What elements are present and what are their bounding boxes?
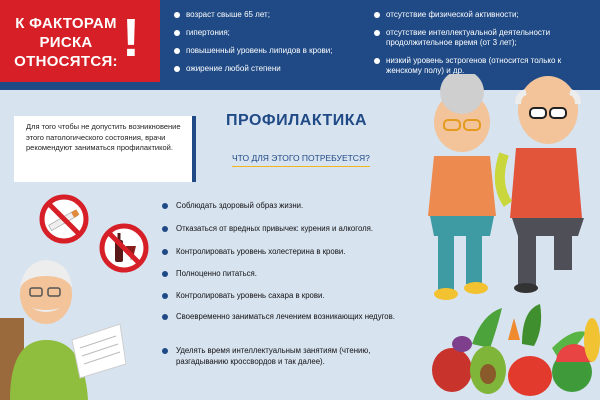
bullet-icon [162,271,168,277]
prevention-item [162,269,422,280]
prevention-item [162,224,422,235]
elderly-couple-jogging-illustration [420,74,600,302]
prevention-title: ПРОФИЛАКТИКА [226,112,368,129]
risk-factor-item [372,28,594,48]
prevention-item [162,247,422,258]
bullet-icon [162,348,168,354]
prevention-text: Контролировать уровень сахара в крови. [176,291,325,300]
risk-factor-text: ожирение любой степени [186,64,281,73]
vegetables-illustration [432,300,600,400]
bullet-icon [162,203,168,209]
risk-title: К ФАКТОРАМ РИСКА ОТНОСЯТСЯ: [14,15,118,70]
bullet-icon [174,66,180,72]
prevention-text: Отказаться от вредных привычек: курения и алкоголя. [176,224,374,233]
risk-title-box [0,0,160,82]
prevention-text: Полноценно питаться. [176,269,257,278]
intro-text: Для того чтобы не допустить возникновение этого патологического состояния, врачи рекомендуют заниматься профилактикой. [26,122,181,152]
risk-factor-text: возраст свыше 65 лет; [186,10,270,19]
risk-factor-item [172,28,372,38]
risk-factor-item [372,56,594,76]
prevention-item [162,291,422,302]
risk-factor-item [372,10,594,20]
risk-factor-text: отсутствие физической активности; [386,10,519,19]
prevention-item [162,201,422,212]
bullet-icon [162,314,168,320]
bullet-icon [162,249,168,255]
bullet-icon [174,30,180,36]
bullet-icon [174,12,180,18]
prevention-item [162,346,422,367]
bullet-icon [162,293,168,299]
no-smoking-icon [38,193,90,245]
risk-factor-text: повышенный уровень липидов в крови; [186,46,333,55]
bullet-icon [374,12,380,18]
risk-factors-list-2 [372,10,594,84]
bullet-icon [374,58,380,64]
risk-factors-list-1 [172,10,372,82]
bullet-icon [374,30,380,36]
bullet-icon [162,226,168,232]
intro-note [14,116,196,182]
risk-factor-item [172,10,372,20]
prevention-text: Контролировать уровень холестерина в крови. [176,247,346,256]
prevention-text: Своевременно заниматься лечением возникающих недугов. [176,312,395,321]
prevention-text: Соблюдать здоровый образ жизни. [176,201,304,210]
risk-factor-text: гипертония; [186,28,230,37]
bullet-icon [174,48,180,54]
prevention-item [162,312,422,323]
risk-factor-text: отсутствие интеллектуальной деятельности продолжительное время (от 3 лет); [386,28,551,47]
prevention-text: Уделять время интеллектуальным занятиям (чтению, разгадыванию кроссвордов и так далее). [176,346,371,366]
risk-factor-item [172,64,372,74]
risk-factor-text: низкий уровень эстрогенов (относится только к женскому полу) и др. [386,56,562,75]
exclamation-icon: ! [122,8,140,68]
elderly-man-reading-illustration [0,258,130,400]
risk-factor-item [172,46,372,56]
prevention-subtitle: ЧТО ДЛЯ ЭТОГО ПОТРЕБУЕТСЯ? [232,153,370,167]
